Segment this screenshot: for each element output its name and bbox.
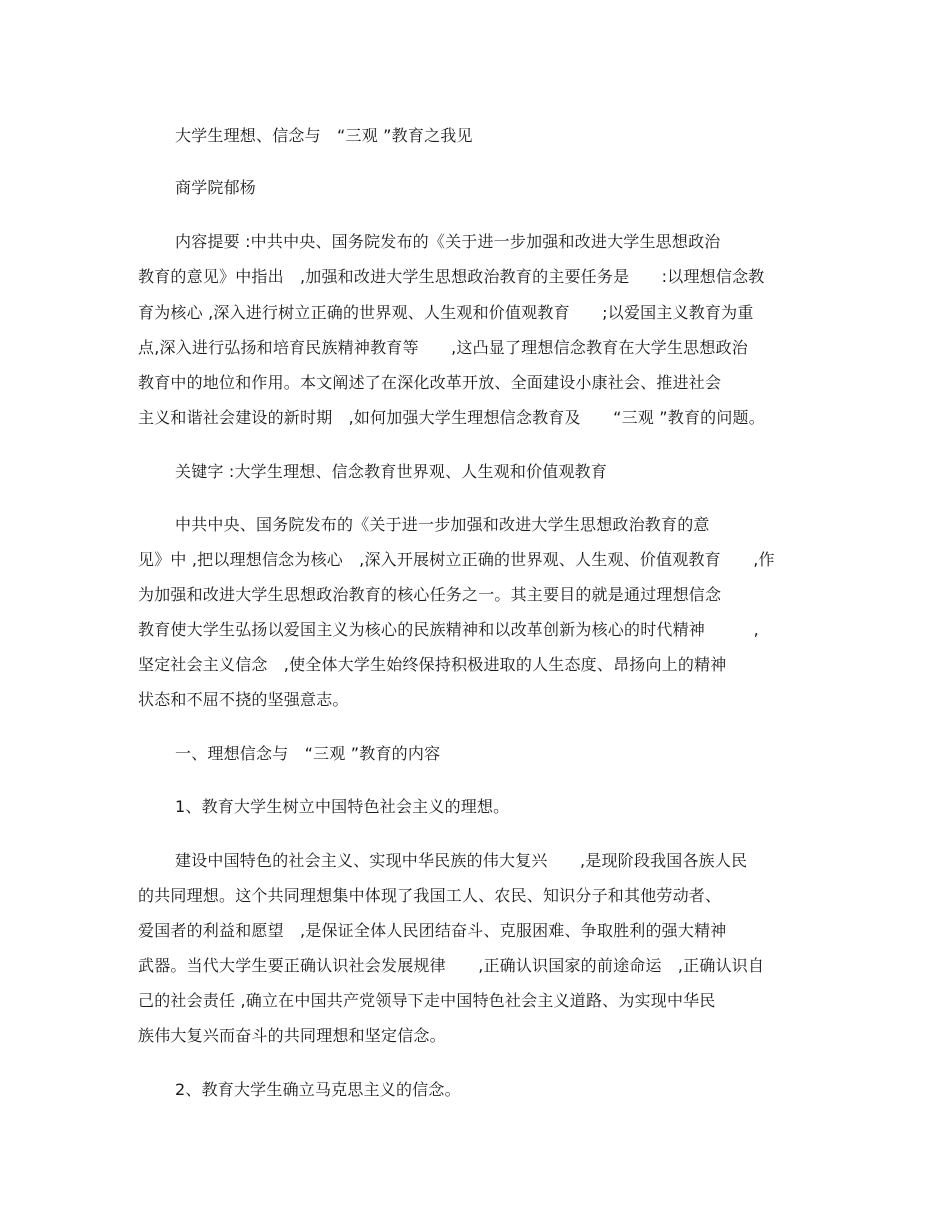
intro-line: 状态和不屈不挠的坚强意志。 (138, 690, 349, 709)
item1-line: 爱国者的利益和愿望 ,是保证全体人民团结奋斗、克服困难、争取胜利的强大精神 (138, 921, 727, 940)
intro-line: 为加强和改进大学生思想政治教育的核心任务之一。其主要目的就是通过理想信念 (138, 585, 722, 604)
section-heading: 一、理想信念与 “三观 ”教育的内容 (175, 744, 441, 763)
item1-line: 族伟大复兴而奋斗的共同理想和坚定信念。 (138, 1026, 446, 1045)
document-title: 大学生理想、信念与 “三观 ”教育之我见 (175, 126, 473, 145)
item-heading: 2、教育大学生确立马克思主义的信念。 (175, 1080, 461, 1099)
abstract-line: 内容提要 :中共中央、国务院发布的《关于进一步加强和改进大学生思想政治 (175, 232, 721, 251)
intro-line: 中共中央、国务院发布的《关于进一步加强和改进大学生思想政治教育的意 (175, 515, 710, 534)
abstract-line: 点,深入进行弘扬和培育民族精神教育等 ,这凸显了理想信念教育在大学生思想政治 (138, 338, 748, 357)
intro-line: 见》中 ,把以理想信念为核心 ,深入开展树立正确的世界观、人生观、价值观教育 ,作 (138, 550, 775, 569)
abstract-line: 教育中的地位和作用。本文阐述了在深化改革开放、全面建设小康社会、推进社会 (138, 373, 722, 392)
intro-line: 教育使大学生弘扬以爱国主义为核心的民族精神和以改革创新为核心的时代精神 , (138, 620, 759, 639)
item-heading: 1、教育大学生树立中国特色社会主义的理想。 (175, 797, 510, 816)
abstract-line: 教育的意见》中指出 ,加强和改进大学生思想政治教育的主要任务是 :以理想信念教 (138, 267, 765, 286)
item1-line: 建设中国特色的社会主义、实现中华民族的伟大复兴 ,是现阶段我国各族人民 (175, 851, 748, 870)
abstract-line: 主义和谐社会建设的新时期 ,如何加强大学生理想信念教育及 “三观 ”教育的问题。 (138, 408, 765, 427)
item1-line: 武器。当代大学生要正确认识社会发展规律 ,正确认识国家的前途命运 ,正确认识自 (138, 956, 765, 975)
author-line: 商学院郁杨 (175, 178, 257, 197)
item1-line: 的共同理想。这个共同理想集中体现了我国工人、农民、知识分子和其他劳动者、 (138, 886, 722, 905)
intro-line: 坚定社会主义信念 ,使全体大学生始终保持积极进取的人生态度、昂扬向上的精神 (138, 655, 727, 674)
keywords-line: 关键字 :大学生理想、信念教育世界观、人生观和价值观教育 (175, 462, 608, 481)
abstract-line: 育为核心 ,深入进行树立正确的世界观、人生观和价值观教育 ;以爱国主义教育为重 (138, 303, 754, 322)
item1-line: 己的社会责任 ,确立在中国共产党领导下走中国特色社会主义道路、为实现中华民 (138, 991, 716, 1010)
